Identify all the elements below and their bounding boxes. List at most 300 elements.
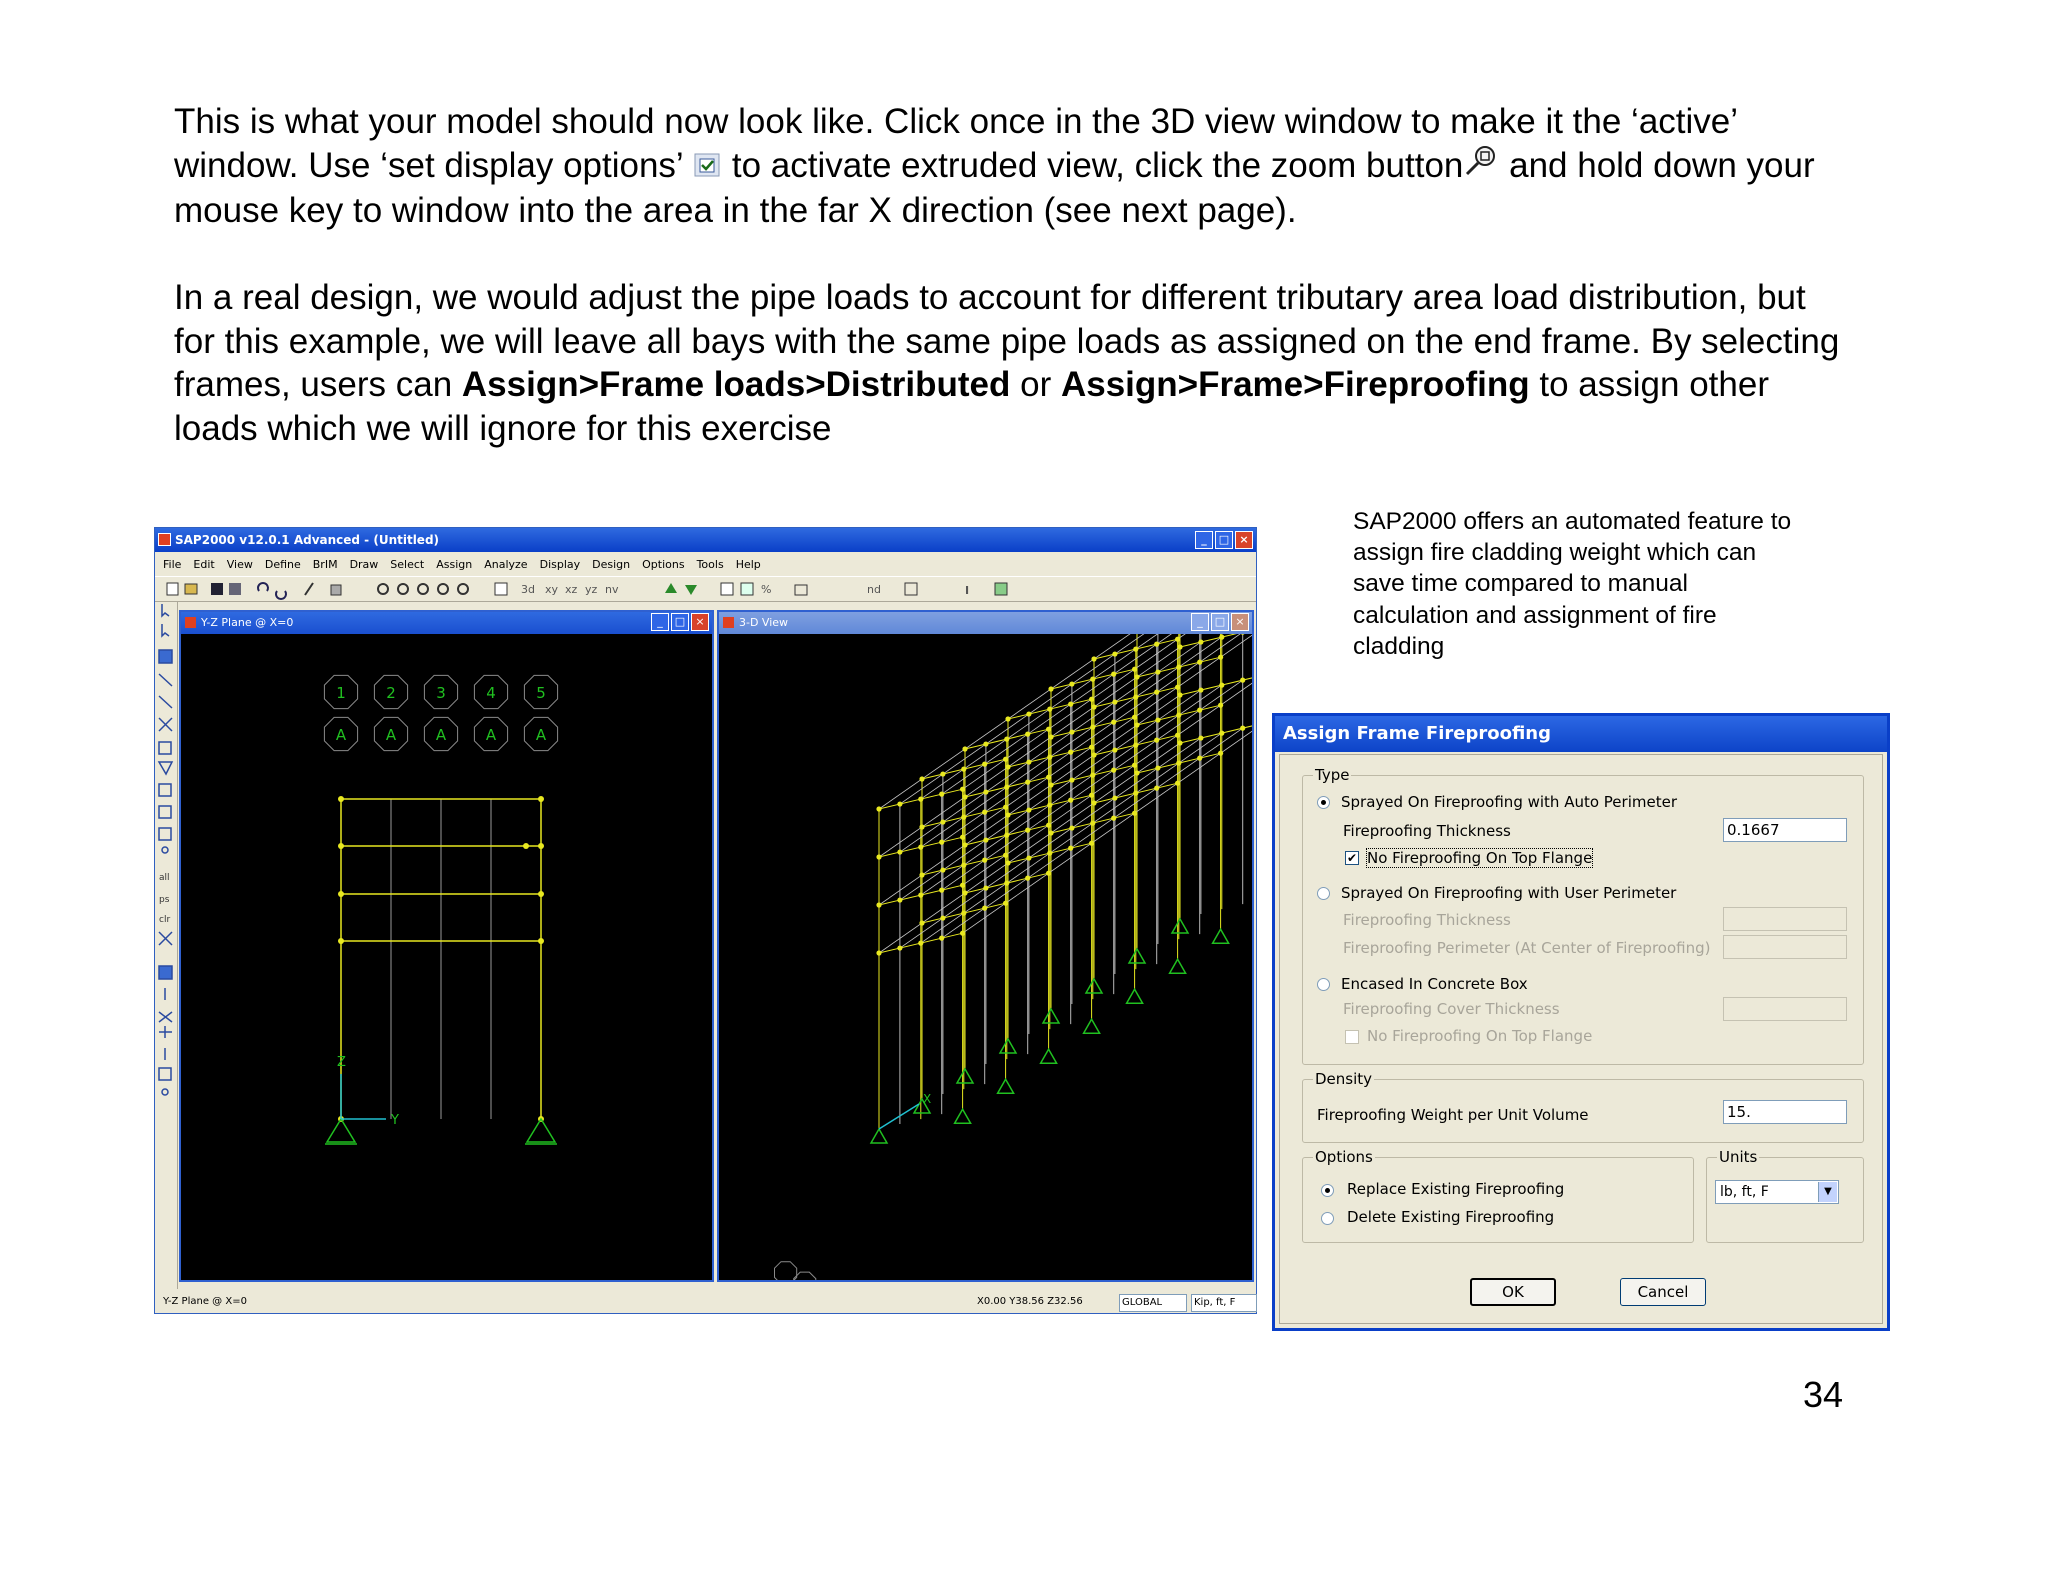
units-dropdown-value: lb, ft, F — [1720, 1184, 1769, 1200]
menu-define[interactable]: Define — [264, 557, 301, 571]
toolbar-icons[interactable] — [155, 577, 1055, 601]
joint-3d — [1068, 798, 1073, 803]
joint-3d — [961, 767, 966, 772]
joint-3d — [897, 801, 902, 806]
yz-maximize-button[interactable]: □ — [671, 613, 689, 631]
p1-line-2b: to activate extruded view, click the zoom button — [731, 145, 1464, 185]
radio-encased[interactable] — [1317, 978, 1330, 991]
joint-3d — [1068, 702, 1073, 707]
joint-3d — [940, 819, 945, 824]
beam-3d — [900, 738, 1201, 948]
p2-line-1: In a real design, we would adjust the pipe loads to account for different tributary area load distribution, but — [174, 278, 1806, 317]
svg-text:3d: 3d — [521, 583, 535, 596]
3d-minimize-button[interactable]: _ — [1191, 613, 1209, 631]
menu-analyze[interactable]: Analyze — [484, 557, 528, 571]
joint-3d — [1175, 637, 1180, 642]
3d-pane-titlebar — [719, 612, 1252, 634]
joint-3d — [983, 741, 988, 746]
joint-3d — [1046, 871, 1051, 876]
joint-3d — [1112, 747, 1117, 752]
joint-3d — [1154, 738, 1159, 743]
joint-3d — [1003, 853, 1008, 858]
joint-3d — [983, 885, 988, 890]
joint-3d — [960, 787, 965, 792]
units-dropdown[interactable] — [1715, 1180, 1839, 1204]
joint-3d — [1176, 761, 1181, 766]
joint-3d — [960, 931, 965, 936]
pane-app-icon — [185, 617, 196, 628]
joint-3d — [962, 890, 967, 895]
joint-3d — [1091, 752, 1096, 757]
joint-3d — [1177, 692, 1182, 697]
joint-3d — [1047, 803, 1052, 808]
3d-view[interactable] — [717, 610, 1254, 1282]
3d-close-button[interactable]: × — [1231, 613, 1249, 631]
menu-design[interactable]: Design — [592, 557, 631, 571]
support-3d — [1086, 979, 1102, 993]
joint-3d — [983, 789, 988, 794]
joint-3d — [919, 920, 924, 925]
joint-3d — [1048, 830, 1053, 835]
side-note: SAP2000 offers an automated feature to assign fire cladding weight which can save time compared to manual calculation and assignment of fire cladding — [1353, 508, 1792, 660]
joint-3d — [1046, 775, 1051, 780]
joint-3d — [1112, 795, 1117, 800]
joint-3d — [1025, 780, 1030, 785]
svg-text:clr: clr — [159, 915, 171, 925]
page-number: 34 — [1803, 1374, 1844, 1415]
support-3d — [1170, 959, 1186, 973]
checkbox-no-top-flange-2[interactable] — [1345, 1030, 1359, 1044]
joint-3d — [960, 883, 965, 888]
support-3d — [957, 1069, 973, 1083]
joint-3d — [982, 906, 987, 911]
joint-3d — [1068, 846, 1073, 851]
p1-line-2a: window. Use ‘set display options’ — [174, 145, 683, 185]
menu-edit[interactable]: Edit — [193, 557, 215, 571]
joint-3d — [1048, 686, 1053, 691]
radio-delete[interactable] — [1321, 1212, 1334, 1225]
joint-3d — [1089, 697, 1094, 702]
beam-3d — [942, 728, 1243, 938]
joint-3d — [940, 915, 945, 920]
joint-3d — [1089, 745, 1094, 750]
yz-plane-drawing — [181, 634, 712, 1280]
dialog-title: Assign Frame Fireproofing — [1275, 716, 1887, 752]
density-input[interactable]: 15. — [1723, 1100, 1847, 1124]
joint-3d — [1155, 765, 1160, 770]
joint-3d — [1240, 726, 1245, 731]
units-value: Kip, ft, F — [1194, 1297, 1236, 1308]
grid-label-bottom: A — [485, 726, 497, 744]
yz-pane-titlebar — [181, 612, 712, 634]
pane3d-app-icon — [723, 617, 734, 628]
joint-3d — [939, 792, 944, 797]
radio-replace[interactable] — [1321, 1184, 1334, 1197]
svg-text:nv: nv — [605, 583, 619, 596]
joint-3d — [1134, 722, 1139, 727]
support-3d — [1127, 989, 1143, 1003]
joint-3d — [1175, 781, 1180, 786]
yz-pane-title: Y-Z Plane @ X=0 — [201, 616, 294, 629]
p2-line-3c: or — [1010, 365, 1061, 404]
joint-3d — [1218, 703, 1223, 708]
label-delete: Delete Existing Fireproofing — [1347, 1208, 1555, 1226]
joint-3d — [1133, 743, 1138, 748]
frame-joint — [523, 843, 529, 849]
instruction-paragraph-2 — [174, 276, 1914, 450]
joint-3d — [1069, 681, 1074, 686]
status-coordinates: X0.00 Y38.56 Z32.56 — [977, 1296, 1083, 1307]
joint-3d — [1154, 642, 1159, 647]
status-view-name: Y-Z Plane @ X=0 — [163, 1296, 247, 1307]
sap-menubar — [155, 554, 1256, 574]
support-3d — [1043, 1009, 1059, 1023]
svg-text:xz: xz — [565, 583, 578, 596]
joint-3d — [1047, 755, 1052, 760]
joint-3d — [1240, 634, 1245, 635]
support-3d — [998, 1079, 1014, 1093]
joint-3d — [1133, 695, 1138, 700]
joint-3d — [1218, 751, 1223, 756]
joint-3d — [1091, 800, 1096, 805]
menu-tools[interactable]: Tools — [696, 557, 724, 571]
support-3d — [1041, 1049, 1057, 1063]
p1-line-2 — [174, 144, 1914, 190]
menu-view[interactable]: View — [226, 557, 253, 571]
joint-3d — [876, 902, 881, 907]
joint-3d — [1219, 683, 1224, 688]
joint-3d — [960, 835, 965, 840]
joint-3d — [1048, 734, 1053, 739]
beam-3d — [900, 642, 1201, 852]
joint-3d — [919, 824, 924, 829]
joint-3d — [1134, 770, 1139, 775]
label-perimeter: Fireproofing Perimeter (At Center of Fireproofing) — [1343, 939, 1711, 957]
sap-statusbar — [155, 1291, 1256, 1313]
frame-joint — [538, 796, 544, 802]
support-3d — [1213, 929, 1229, 943]
dialog-body — [1279, 754, 1883, 1324]
joint-3d — [1069, 825, 1074, 830]
joint-3d — [1111, 816, 1116, 821]
frame-joint — [538, 843, 544, 849]
thickness-input-2[interactable] — [1723, 907, 1847, 931]
grid-label-bottom: A — [435, 726, 447, 744]
grid-label-top: 3 — [436, 684, 446, 702]
joint-3d — [1177, 740, 1182, 745]
frame-joint — [338, 891, 344, 897]
maximize-button[interactable]: □ — [1215, 531, 1233, 549]
joint-3d — [918, 797, 923, 802]
options-group-label: Options — [1315, 1148, 1373, 1166]
joint-3d — [1176, 665, 1181, 670]
cancel-button[interactable]: Cancel — [1620, 1278, 1706, 1306]
label-sprayed-user: Sprayed On Fireproofing with User Perimeter — [1341, 884, 1677, 902]
axis-z-label: Z — [337, 1055, 346, 1070]
radio-sprayed-user[interactable] — [1317, 887, 1330, 900]
beam-3d — [921, 685, 1222, 895]
type-group — [1302, 766, 1864, 1065]
p1-line-2c: and hold down your — [1509, 145, 1815, 185]
label-thickness-2: Fireproofing Thickness — [1343, 911, 1511, 929]
density-group — [1302, 1070, 1864, 1143]
frame-joint — [338, 938, 344, 944]
label-encased: Encased In Concrete Box — [1341, 975, 1528, 993]
joint-3d — [1218, 655, 1223, 660]
joint-3d — [1219, 731, 1224, 736]
sap2000-window — [154, 527, 1257, 1314]
cross-beam-3d — [1180, 634, 1252, 647]
joint-3d — [919, 776, 924, 781]
label-replace: Replace Existing Fireproofing — [1347, 1180, 1565, 1198]
svg-text:I: I — [965, 584, 970, 597]
density-group-label: Density — [1315, 1070, 1373, 1088]
menu-path-fireproofing: Assign>Frame>Fireproofing — [1060, 365, 1530, 404]
joint-3d — [876, 950, 881, 955]
yz-plane-view[interactable] — [179, 610, 714, 1282]
menu-select[interactable]: Select — [390, 557, 425, 571]
frame-joint — [538, 938, 544, 944]
joint-3d — [940, 771, 945, 776]
menu-options[interactable]: Options — [642, 557, 685, 571]
joint-3d — [1005, 764, 1010, 769]
units-group — [1706, 1148, 1864, 1243]
support-symbol — [525, 1119, 557, 1144]
joint-3d — [1003, 757, 1008, 762]
grid-label-top: 2 — [386, 684, 396, 702]
beam-3d — [900, 690, 1201, 900]
joint-3d — [1154, 786, 1159, 791]
joint-3d — [1046, 727, 1051, 732]
joint-3d — [1197, 756, 1202, 761]
joint-3d — [1089, 841, 1094, 846]
joint-3d — [1046, 823, 1051, 828]
instruction-paragraph-1 — [174, 100, 1914, 233]
p2-line-4: loads which we will ignore for this exercise — [174, 408, 832, 448]
joint-3d — [1133, 647, 1138, 652]
radio-sprayed-auto[interactable] — [1317, 796, 1330, 809]
axis-x-label: X — [923, 1092, 932, 1106]
joint-3d — [961, 863, 966, 868]
label-sprayed-auto: Sprayed On Fireproofing with Auto Perimeter — [1341, 793, 1677, 811]
checkbox-no-top-flange-1[interactable]: ✔ — [1346, 851, 1358, 865]
joint-3d — [1025, 828, 1030, 833]
menu-file[interactable]: File — [163, 557, 182, 571]
display-options-icon — [692, 146, 722, 190]
3d-pane-title: 3-D View — [739, 616, 789, 629]
joint-3d — [1198, 639, 1203, 644]
joint-3d — [1111, 672, 1116, 677]
sap-title-text: SAP2000 v12.0.1 Advanced - (Untitled) — [175, 533, 440, 547]
coord-system-value: GLOBAL — [1122, 1297, 1163, 1308]
menu-display[interactable]: Display — [539, 557, 581, 571]
svg-text:yz: yz — [585, 583, 598, 596]
joint-3d — [1155, 717, 1160, 722]
svg-text:nd: nd — [867, 583, 881, 596]
support-3d — [1129, 949, 1145, 963]
units-group-label: Units — [1719, 1148, 1758, 1166]
joint-3d — [939, 840, 944, 845]
p1-line-3: mouse key to window into the area in the far X direction (see next page). — [174, 191, 1297, 230]
svg-text:ps: ps — [159, 895, 170, 905]
joint-3d — [918, 845, 923, 850]
menu-draw[interactable]: Draw — [349, 557, 379, 571]
beam-3d — [921, 637, 1222, 847]
joint-3d — [1004, 737, 1009, 742]
joint-3d — [1112, 651, 1117, 656]
joint-3d — [1047, 707, 1052, 712]
label-thickness-1: Fireproofing Thickness — [1343, 822, 1511, 840]
joint-3d — [961, 815, 966, 820]
joint-3d — [919, 872, 924, 877]
p2-line-3a: frames, users can — [174, 365, 462, 404]
joint-3d — [1091, 704, 1096, 709]
close-button[interactable]: × — [1235, 531, 1253, 549]
joint-3d — [1091, 656, 1096, 661]
joint-3d — [1003, 901, 1008, 906]
yz-minimize-button[interactable]: _ — [651, 613, 669, 631]
grid-label-top: 5 — [536, 684, 546, 702]
joint-3d — [1175, 733, 1180, 738]
joint-3d — [918, 941, 923, 946]
joint-3d — [1069, 777, 1074, 782]
joint-3d — [1132, 667, 1137, 672]
grid-label-top: 4 — [486, 684, 496, 702]
sap-toolbar — [155, 576, 1256, 602]
grid-label-bottom: A — [535, 726, 547, 744]
joint-3d — [1198, 735, 1203, 740]
joint-3d — [939, 936, 944, 941]
joint-3d — [1090, 677, 1095, 682]
support-symbol — [325, 1119, 357, 1144]
chevron-down-icon[interactable]: ▼ — [1818, 1182, 1837, 1202]
joint-3d — [1197, 660, 1202, 665]
joint-3d — [1132, 715, 1137, 720]
grid-label-bottom: A — [335, 726, 347, 744]
svg-text:%: % — [761, 583, 772, 596]
sap-titlebar — [155, 528, 1256, 552]
beam-3d — [921, 733, 1222, 943]
options-group — [1302, 1148, 1694, 1243]
axis-x-line-3d — [879, 1104, 919, 1129]
joint-3d — [1005, 860, 1010, 865]
joint-3d — [982, 762, 987, 767]
thickness-input-1[interactable]: 0.1667 — [1723, 818, 1847, 842]
joint-3d — [982, 858, 987, 863]
joint-3d — [983, 837, 988, 842]
cover-thickness-input[interactable] — [1723, 997, 1847, 1021]
joint-3d — [1132, 763, 1137, 768]
beam-3d — [942, 680, 1243, 890]
joint-3d — [1026, 807, 1031, 812]
label-no-top-flange-1: No Fireproofing On Top Flange — [1367, 849, 1593, 867]
perimeter-input[interactable] — [1723, 935, 1847, 959]
joint-3d — [1090, 773, 1095, 778]
joint-3d — [1198, 687, 1203, 692]
joint-3d — [1005, 812, 1010, 817]
joint-3d — [1025, 876, 1030, 881]
joint-3d — [1111, 720, 1116, 725]
svg-text:xy: xy — [545, 583, 559, 596]
joint-3d — [1048, 782, 1053, 787]
grid-label-top: 1 — [336, 684, 346, 702]
joint-3d — [1134, 674, 1139, 679]
joint-3d — [1026, 711, 1031, 716]
axis-y-label: Y — [391, 1113, 399, 1128]
joint-3d — [1090, 821, 1095, 826]
joint-3d — [962, 794, 967, 799]
ok-button[interactable]: OK — [1470, 1278, 1556, 1306]
joint-3d — [1177, 644, 1182, 649]
menu-help[interactable]: Help — [735, 557, 761, 571]
joint-3d — [876, 806, 881, 811]
frame-joint — [538, 891, 544, 897]
3d-maximize-button[interactable]: □ — [1211, 613, 1229, 631]
menu-assign[interactable]: Assign — [436, 557, 473, 571]
type-group-label: Type — [1315, 766, 1350, 784]
p1-line-1: This is what your model should now look like. Click once in the 3D view window to make it the ‘active’ — [174, 102, 1739, 141]
joint-3d — [1068, 750, 1073, 755]
frame-joint — [338, 796, 344, 802]
support-3d — [1000, 1039, 1016, 1053]
joint-3d — [1069, 729, 1074, 734]
label-no-top-flange-2: No Fireproofing On Top Flange — [1367, 1027, 1593, 1045]
support-3d — [1084, 1019, 1100, 1033]
joint-3d — [962, 746, 967, 751]
coord-system-select[interactable] — [1119, 1294, 1187, 1312]
frame-joint — [338, 843, 344, 849]
grid-bubble-3d — [775, 1262, 797, 1280]
support-3d — [1172, 919, 1188, 933]
svg-text:all: all — [159, 873, 170, 883]
joint-3d — [1003, 805, 1008, 810]
menu-brim[interactable]: BrIM — [312, 557, 338, 571]
joint-3d — [897, 849, 902, 854]
joint-3d — [1025, 732, 1030, 737]
p2-line-2: for this example, we will leave all bays with the same pipe loads as assigned on the end frame. By selecting — [174, 321, 1840, 361]
joint-3d — [1004, 881, 1009, 886]
joint-3d — [1047, 851, 1052, 856]
joint-3d — [1175, 685, 1180, 690]
joint-3d — [982, 810, 987, 815]
grid-label-bottom: A — [385, 726, 397, 744]
joint-3d — [918, 893, 923, 898]
joint-3d — [897, 945, 902, 950]
menu-path-distributed: Assign>Frame loads>Distributed — [461, 365, 1011, 404]
joint-3d — [897, 897, 902, 902]
minimize-button[interactable]: _ — [1195, 531, 1213, 549]
joint-3d — [1004, 785, 1009, 790]
joint-3d — [1111, 768, 1116, 773]
assign-frame-fireproofing-dialog — [1272, 713, 1890, 1331]
joint-3d — [1197, 708, 1202, 713]
units-select[interactable] — [1191, 1294, 1257, 1312]
joint-3d — [1089, 793, 1094, 798]
joint-3d — [1240, 678, 1245, 683]
joint-3d — [1176, 713, 1181, 718]
label-density: Fireproofing Weight per Unit Volume — [1317, 1106, 1589, 1124]
yz-close-button[interactable]: × — [691, 613, 709, 631]
joint-3d — [962, 842, 967, 847]
joint-3d — [1112, 699, 1117, 704]
left-tool-icons[interactable] — [155, 602, 177, 1282]
joint-3d — [1090, 725, 1095, 730]
joint-3d — [1154, 690, 1159, 695]
3d-model-drawing — [719, 634, 1252, 1280]
joint-3d — [1026, 855, 1031, 860]
p2-line-3 — [174, 363, 1914, 407]
joint-3d — [1132, 811, 1137, 816]
